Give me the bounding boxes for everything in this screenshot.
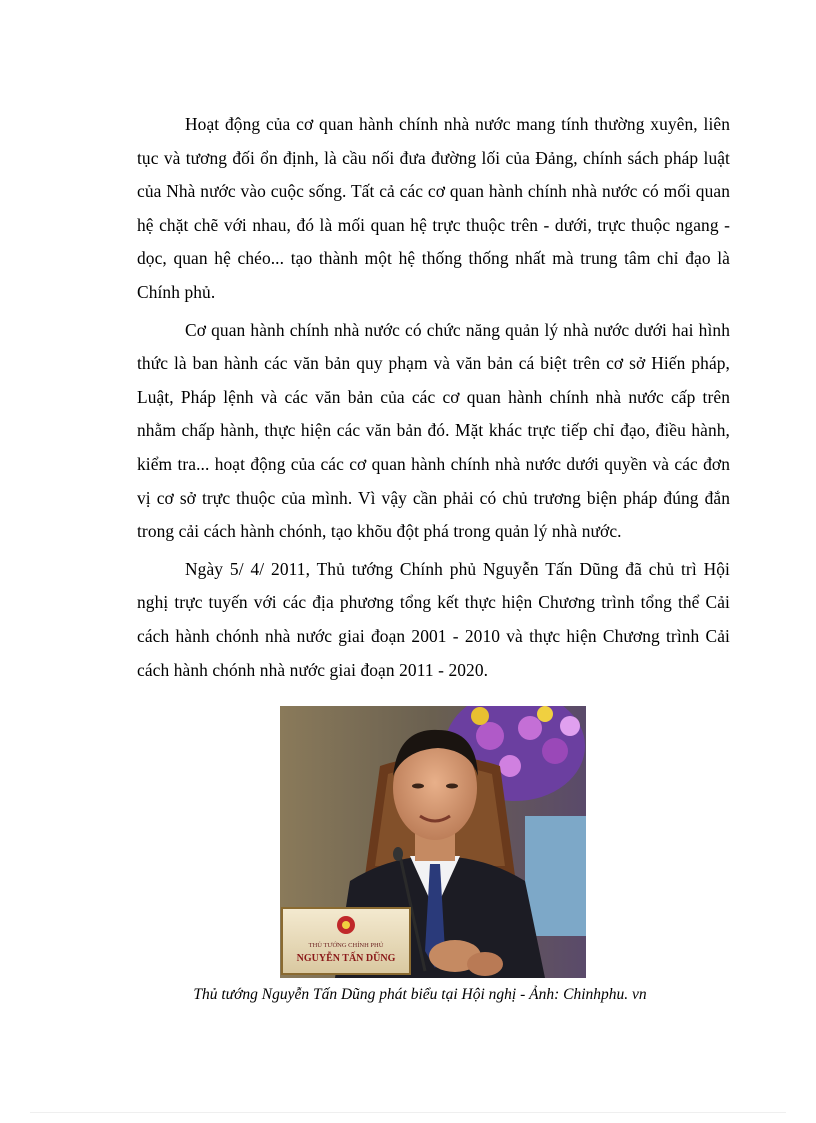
paragraph-3: Ngày 5/ 4/ 2011, Thủ tướng Chính phủ Nguyễn Tấn Dũng đã chủ trì Hội nghị trực tuyến với các địa phương tổng kết thực hiện Chương trình tổng thể Cải cách hành chónh nhà nước giai đoạn 2001 - 2010 và thực hiện Chương trình Cải cách hành chónh nhà nước giai đoạn 2011 - 2020. xyxy=(137,558,730,680)
photo-caption: Thủ tướng Nguyễn Tấn Dũng phát biểu tại Hội nghị - Ảnh: Chinhphu. vn xyxy=(193,986,647,1003)
nameplate-title: THỦ TƯỚNG CHÍNH PHỦ xyxy=(308,942,384,949)
paragraph-1: Hoạt động của cơ quan hành chính nhà nước mang tính thường xuyên, liên tục và tương đối ổn định, là cầu nối đưa đường lối của Đảng, chính sách pháp luật của Nhà nước vào cuộc sống. Tất cả các cơ quan hành chính nhà nước có mối quan hệ chặt chẽ với nhau, đó là mối quan hệ trực thuộc trên - dưới, trực thuộc ngang - dọc, quan hệ chéo... tạo thành một hệ thống thống nhất mà trung tâm chỉ đạo là Chính phủ. xyxy=(137,114,730,302)
page-bottom-line xyxy=(30,1112,786,1113)
paragraph-2: Cơ quan hành chính nhà nước có chức năng quản lý nhà nước dưới hai hình thức là ban hành các văn bản quy phạm và văn bản cá biệt trên cơ sở Hiến pháp, Luật, Pháp lệnh và các văn bản của các cơ quan hành chính nhà nước cấp trên nhằm chấp hành, thực hiện các văn bản đó. Mặt khác trực tiếp chỉ đạo, điều hành, kiểm tra... hoạt động của các cơ quan hành chính nhà nước dưới quyền và các đơn vị cơ sở trực thuộc của mình. Vì vậy cần phải có chủ trương biện pháp đúng đắn trong cải cách hành chónh, tạo khõu đột phá trong quản lý nhà nước. xyxy=(137,319,730,542)
body-text xyxy=(137,108,730,691)
nameplate-name: NGUYỄN TẤN DŨNG xyxy=(296,953,396,964)
nameplate xyxy=(282,908,410,974)
speaker-photo xyxy=(280,706,586,978)
